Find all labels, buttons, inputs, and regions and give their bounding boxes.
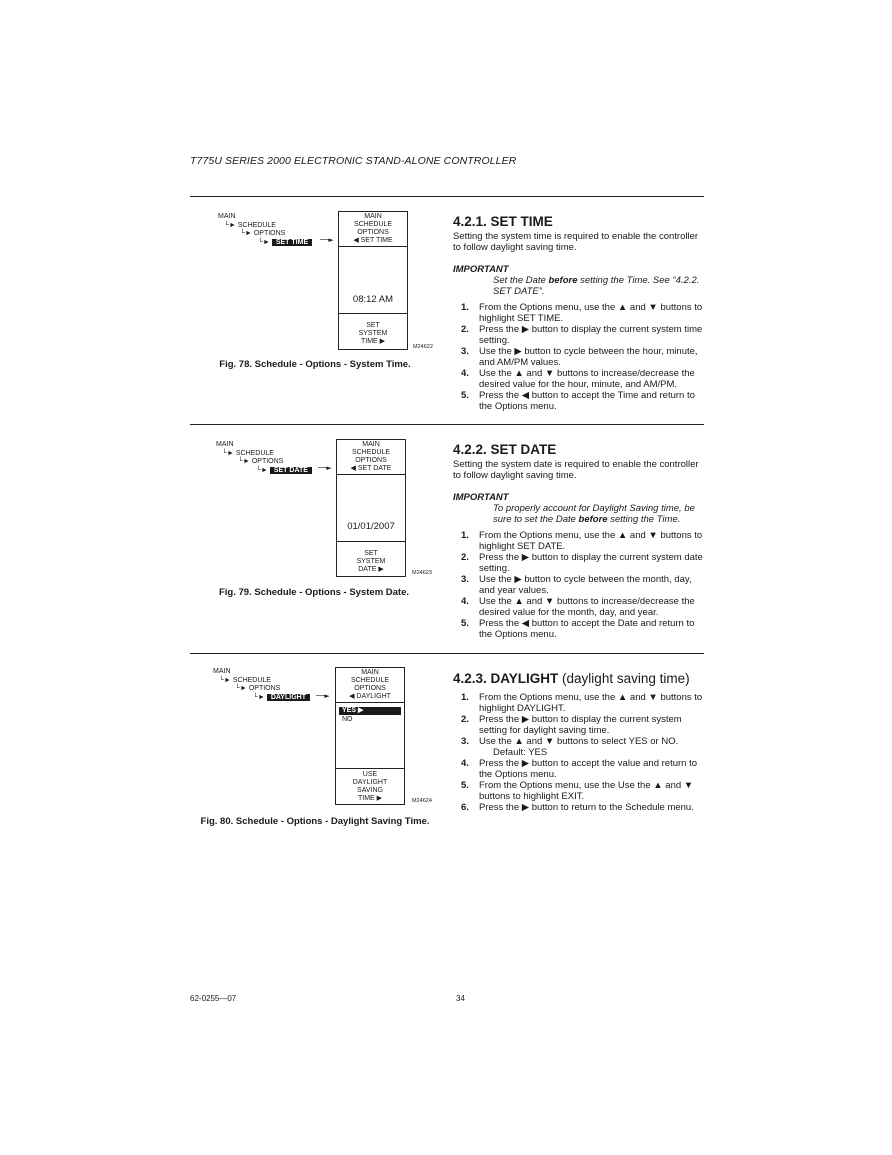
list-item: 4. Press the ▶ button to accept the value and return to the Options menu. [461,758,698,780]
screen-top-lines: MAIN SCHEDULE OPTIONS ◀ DAYLIGHT [349,669,391,700]
list-item: 2. Press the ▶ button to display the current system setting for daylight saving time. [461,714,682,736]
figure-code: M24623 [412,570,432,576]
list-item: 3. Use the ▶ button to cycle between the hour, minute, and AM/PM values. [461,346,698,368]
section-set-time [453,214,705,412]
menu-tree-selected: └► DAYLIGHT [213,694,310,703]
tree-arrow-icon: └► [258,238,270,246]
section-intro: Setting the system date is required to enable the controller to follow daylight saving time. [453,459,699,481]
section-title: 4.2.3. DAYLIGHT (daylight saving time) [453,671,690,686]
option-yes-highlighted: YES ▶ [339,707,401,715]
list-item: 5. Press the ◀ button to accept the Time and return to the Options menu. [461,390,695,412]
tree-arrow-icon: └► [235,685,247,692]
list-item: 6. Press the ▶ button to return to the Schedule menu. [461,802,694,813]
section-daylight [453,671,705,813]
tree-arrow-icon: └► [238,458,250,465]
list-item: 3. Use the ▲ and ▼ buttons to select YES or NO. Default: YES [453,736,705,758]
connector-arrow-icon: ──► [320,236,334,244]
tree-arrow-icon: └► [222,449,234,457]
screen-bottom-lines: SET SYSTEM TIME ▶ [358,322,388,345]
screen-bottom-lines: USE DAYLIGHT SAVING TIME ▶ [352,771,388,802]
important-note: Set the Date before setting the Time. See “4.2.2. SET DATE”. [493,275,700,297]
menu-tree-options: └► OPTIONS [235,685,281,692]
screen-value: 01/01/2007 [347,521,395,532]
menu-tree-set-time [218,213,312,247]
list-item: 5. Press the ◀ button to accept the Date and return to the Options menu. [461,618,695,640]
list-item: 3. Use the ▶ button to cycle between the month, day, and year values. [461,574,692,596]
screen-top-lines: MAIN SCHEDULE OPTIONS ◀ SET DATE [350,441,392,472]
section-set-date [453,442,705,640]
screen-divider [339,246,407,247]
section-title: 4.2.2. SET DATE [453,442,557,457]
list-item: 1. From the Options menu, use the ▲ and ▼ buttons to highlight DAYLIGHT. [461,692,703,714]
lcd-screen-set-time [338,211,408,350]
list-item: 1. From the Options menu, use the ▲ and ▼ buttons to highlight SET DATE. [461,530,703,552]
figure-caption: Fig. 78. Schedule - Options - System Time. [219,359,411,370]
tree-arrow-icon: └► [219,676,231,684]
lcd-screen-set-date [336,439,406,577]
important-note: To properly account for Daylight Saving time, be sure to set the Date before setting the Time. [493,503,695,525]
tree-arrow-icon: └► [224,221,236,229]
screen-divider [337,541,405,542]
menu-tree-selected: └► SET DATE [216,467,312,476]
section-divider [190,424,704,425]
default-value-note: Default: YES [493,747,548,758]
document-header-title: T775U SERIES 2000 ELECTRONIC STAND-ALONE CONTROLLER [190,155,517,167]
figure-caption: Fig. 80. Schedule - Options - Daylight Saving Time. [200,816,430,827]
menu-tree-schedule: └► SCHEDULE [224,221,276,229]
menu-tree-daylight [213,668,310,702]
list-item: 2. Press the ▶ button to display the current system date setting. [461,552,703,574]
list-item: 4. Use the ▲ and ▼ buttons to increase/decrease the desired value for the hour, minute, and AM/PM. [461,368,695,390]
section-divider [190,196,704,197]
tree-arrow-icon: └► [240,230,252,237]
menu-tree-main: MAIN [213,668,231,675]
screen-divider [336,768,404,769]
screen-divider [337,474,405,475]
tree-arrow-icon: └► [253,693,265,701]
menu-tree-schedule: └► SCHEDULE [222,449,274,457]
figure-caption: Fig. 79. Schedule - Options - System Date. [218,587,410,598]
section-title: 4.2.1. SET TIME [453,214,553,229]
menu-tree-selected: └► SET TIME [218,239,312,248]
screen-top-lines: MAIN SCHEDULE OPTIONS ◀ SET TIME [353,213,393,244]
list-item: 1. From the Options menu, use the ▲ and ▼ buttons to highlight SET TIME. [461,302,703,324]
steps-list [453,692,705,813]
list-item: 4. Use the ▲ and ▼ buttons to increase/decrease the desired value for the month, day, and year. [461,596,695,618]
tree-arrow-icon: └► [256,466,268,474]
menu-tree-main: MAIN [216,441,234,448]
footer-page-number: 34 [456,994,465,1003]
menu-tree-set-date [216,441,312,475]
figure-code: M24622 [413,344,433,350]
screen-divider [336,702,404,703]
important-label: IMPORTANT [453,264,509,275]
section-intro: Setting the system time is required to enable the controller to follow daylight saving time. [453,231,699,253]
section-divider [190,653,704,654]
steps-list [453,302,705,412]
connector-arrow-icon: ──► [318,464,332,472]
option-no: NO [342,716,353,723]
lcd-screen-daylight [335,667,405,805]
connector-arrow-icon: ──► [316,692,330,700]
menu-tree-schedule: └► SCHEDULE [219,676,271,684]
important-label: IMPORTANT [453,492,509,503]
footer-doc-number: 62-0255—07 [190,994,237,1003]
steps-list [453,530,705,640]
figure-code: M24624 [412,798,432,804]
screen-bottom-lines: SET SYSTEM DATE ▶ [356,550,386,573]
menu-tree-main: MAIN [218,213,236,220]
screen-divider [339,313,407,314]
list-item: 2. Press the ▶ button to display the current system time setting. [461,324,703,346]
menu-tree-options: └► OPTIONS [238,458,284,465]
list-item: 5. From the Options menu, use the Use the ▲ and ▼ buttons to highlight EXIT. [461,780,694,802]
menu-tree-options: └► OPTIONS [240,230,286,237]
screen-value: 08:12 AM [352,294,394,305]
